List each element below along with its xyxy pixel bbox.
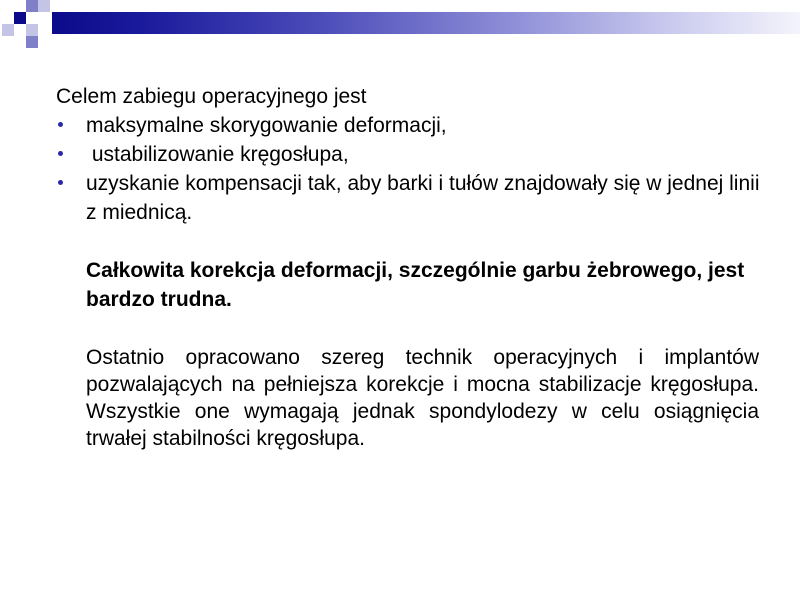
- bullet-icon: [58, 151, 63, 156]
- list-item: [56, 169, 760, 227]
- bullet-list: [56, 111, 760, 227]
- list-item-text: maksymalne skorygowanie deformacji,: [86, 114, 447, 137]
- intro-text: Celem zabiegu operacyjnego jest: [56, 85, 367, 108]
- list-item: [56, 111, 760, 140]
- decorative-square: [2, 24, 14, 36]
- bullet-icon: [58, 122, 63, 127]
- header-gradient-bar: [52, 12, 800, 34]
- bold-paragraph: Całkowita korekcja deformacji, szczególnie garbu żebrowego, jest bardzo trudna.: [86, 259, 745, 311]
- list-item-text: ustabilizowanie kręgosłupa,: [86, 143, 349, 166]
- list-item: [56, 140, 760, 169]
- decorative-square: [26, 36, 38, 48]
- decorative-square: [26, 0, 38, 12]
- slide-content: [56, 82, 760, 452]
- bullet-icon: [58, 180, 63, 185]
- list-item-text: uzyskanie kompensacji tak, aby barki i tułów znajdowały się w jednej linii z miednicą.: [86, 172, 760, 224]
- decorative-square: [38, 0, 50, 12]
- body-paragraph: Ostatnio opracowano szereg technik operacyjnych i implantów pozwalających na pełniejsza korekcje i mocna stabilizacje kręgosłupa. Wszystkie one wymagają jednak spondylodezy w celu osiągnięcia trwałej stabilności kręgosłupa.: [86, 346, 759, 450]
- decorative-square: [26, 24, 38, 36]
- decorative-square: [14, 12, 26, 24]
